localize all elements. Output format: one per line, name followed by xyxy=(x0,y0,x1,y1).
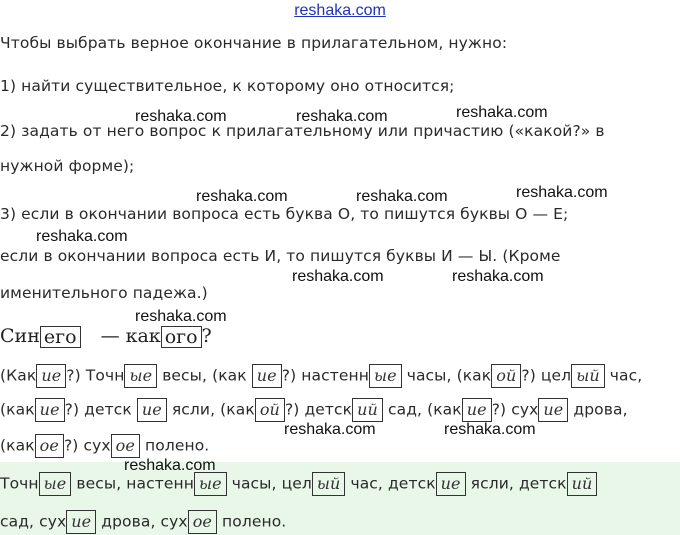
ending-box: ые xyxy=(369,364,402,388)
text-fragment: Точн xyxy=(0,474,39,493)
example-line xyxy=(0,325,212,348)
text-fragment: полено. xyxy=(145,436,210,455)
text-fragment: ясли, детск xyxy=(470,474,567,493)
ending-box: его xyxy=(40,326,81,348)
ending-box: ие xyxy=(35,398,65,422)
text-fragment: сад, сух xyxy=(0,512,67,531)
watermark-text: reshaka.com xyxy=(196,188,288,205)
text-fragment: ?) Точн xyxy=(66,366,125,385)
ending-box: ое xyxy=(111,434,140,458)
ending-box: ое xyxy=(35,434,64,458)
answer-line-2 xyxy=(0,510,286,534)
watermark-text: reshaka.com xyxy=(135,108,227,125)
example-question: ? xyxy=(201,325,212,347)
watermark-text: reshaka.com xyxy=(456,104,548,121)
example-word: Син xyxy=(0,325,40,347)
step-3-line-3: именительного падежа.) xyxy=(0,284,208,302)
step-3-line-1: 3) если в окончании вопроса есть буква О, то пишутся буквы О — Е; xyxy=(0,205,569,223)
text-fragment: ?) сух xyxy=(63,436,111,455)
text-fragment: дрова, xyxy=(573,400,628,419)
exercise-line-2 xyxy=(0,398,628,422)
text-fragment: дрова, сух xyxy=(101,512,188,531)
watermark-text: reshaka.com xyxy=(36,228,128,245)
text-fragment: (как xyxy=(0,436,35,455)
ending-box: ие xyxy=(66,510,96,534)
ending-box: ые xyxy=(39,472,72,496)
exercise-line-3 xyxy=(0,434,209,458)
text-fragment: час, xyxy=(609,366,643,385)
watermark-link[interactable]: reshaka.com xyxy=(294,2,386,19)
ending-box: ый xyxy=(571,364,605,388)
text-fragment: ?) цел xyxy=(521,366,572,385)
ending-box: ие xyxy=(462,398,492,422)
step-3-line-2: если в окончании вопроса есть И, то пишутся буквы И — Ы. (Кроме xyxy=(0,247,561,265)
exercise-line-1 xyxy=(0,364,642,388)
step-1: 1) найти существительное, к которому оно относится; xyxy=(0,77,455,95)
ending-box: ые xyxy=(124,364,157,388)
text-fragment: весы, настенн xyxy=(76,474,194,493)
text-fragment: час, детск xyxy=(350,474,436,493)
text-fragment: полено. xyxy=(222,512,287,531)
text-fragment: ?) сух xyxy=(491,400,539,419)
step-2-line-1: 2) задать от него вопрос к прилагательному или причастию («какой?» в xyxy=(0,122,605,140)
text-fragment: весы, (как xyxy=(162,366,247,385)
ending-box: ий xyxy=(567,472,598,496)
example-dash: — как xyxy=(100,325,161,347)
answer-line-1 xyxy=(0,472,597,496)
text-fragment: ясли, (как xyxy=(171,400,255,419)
ending-box: ие xyxy=(252,364,282,388)
text-fragment: часы, цел xyxy=(231,474,312,493)
ending-box: ие xyxy=(36,364,66,388)
ending-box: ие xyxy=(538,398,568,422)
intro-text: Чтобы выбрать верное окончание в прилагательном, нужно: xyxy=(0,34,508,52)
ending-box: ой xyxy=(491,364,521,388)
watermark-text: reshaka.com xyxy=(356,188,448,205)
watermark-text: reshaka.com xyxy=(135,308,227,325)
ending-box: ий xyxy=(352,398,383,422)
ending-box: ого xyxy=(161,326,202,348)
ending-box: ые xyxy=(194,472,227,496)
ending-box: ой xyxy=(255,398,285,422)
step-2-line-2: нужной форме); xyxy=(0,157,135,175)
watermark-text: reshaka.com xyxy=(452,268,544,285)
text-fragment: ?) детск xyxy=(64,400,132,419)
ending-box: ый xyxy=(312,472,346,496)
watermark-text: reshaka.com xyxy=(292,268,384,285)
watermark-text: reshaka.com xyxy=(296,108,388,125)
text-fragment: (как xyxy=(0,400,35,419)
text-fragment: сад, (как xyxy=(387,400,462,419)
watermark-text: reshaka.com xyxy=(444,421,536,438)
text-fragment: ?) детск xyxy=(284,400,353,419)
watermark-text: reshaka.com xyxy=(516,184,608,201)
text-fragment: ?) настенн xyxy=(281,366,369,385)
ending-box: ие xyxy=(137,398,167,422)
text-fragment: (Как xyxy=(0,366,37,385)
watermark-text: reshaka.com xyxy=(284,421,376,438)
text-fragment: часы, (как xyxy=(406,366,492,385)
ending-box: ие xyxy=(436,472,466,496)
ending-box: ое xyxy=(188,510,217,534)
watermark-text: reshaka.com xyxy=(124,457,216,474)
